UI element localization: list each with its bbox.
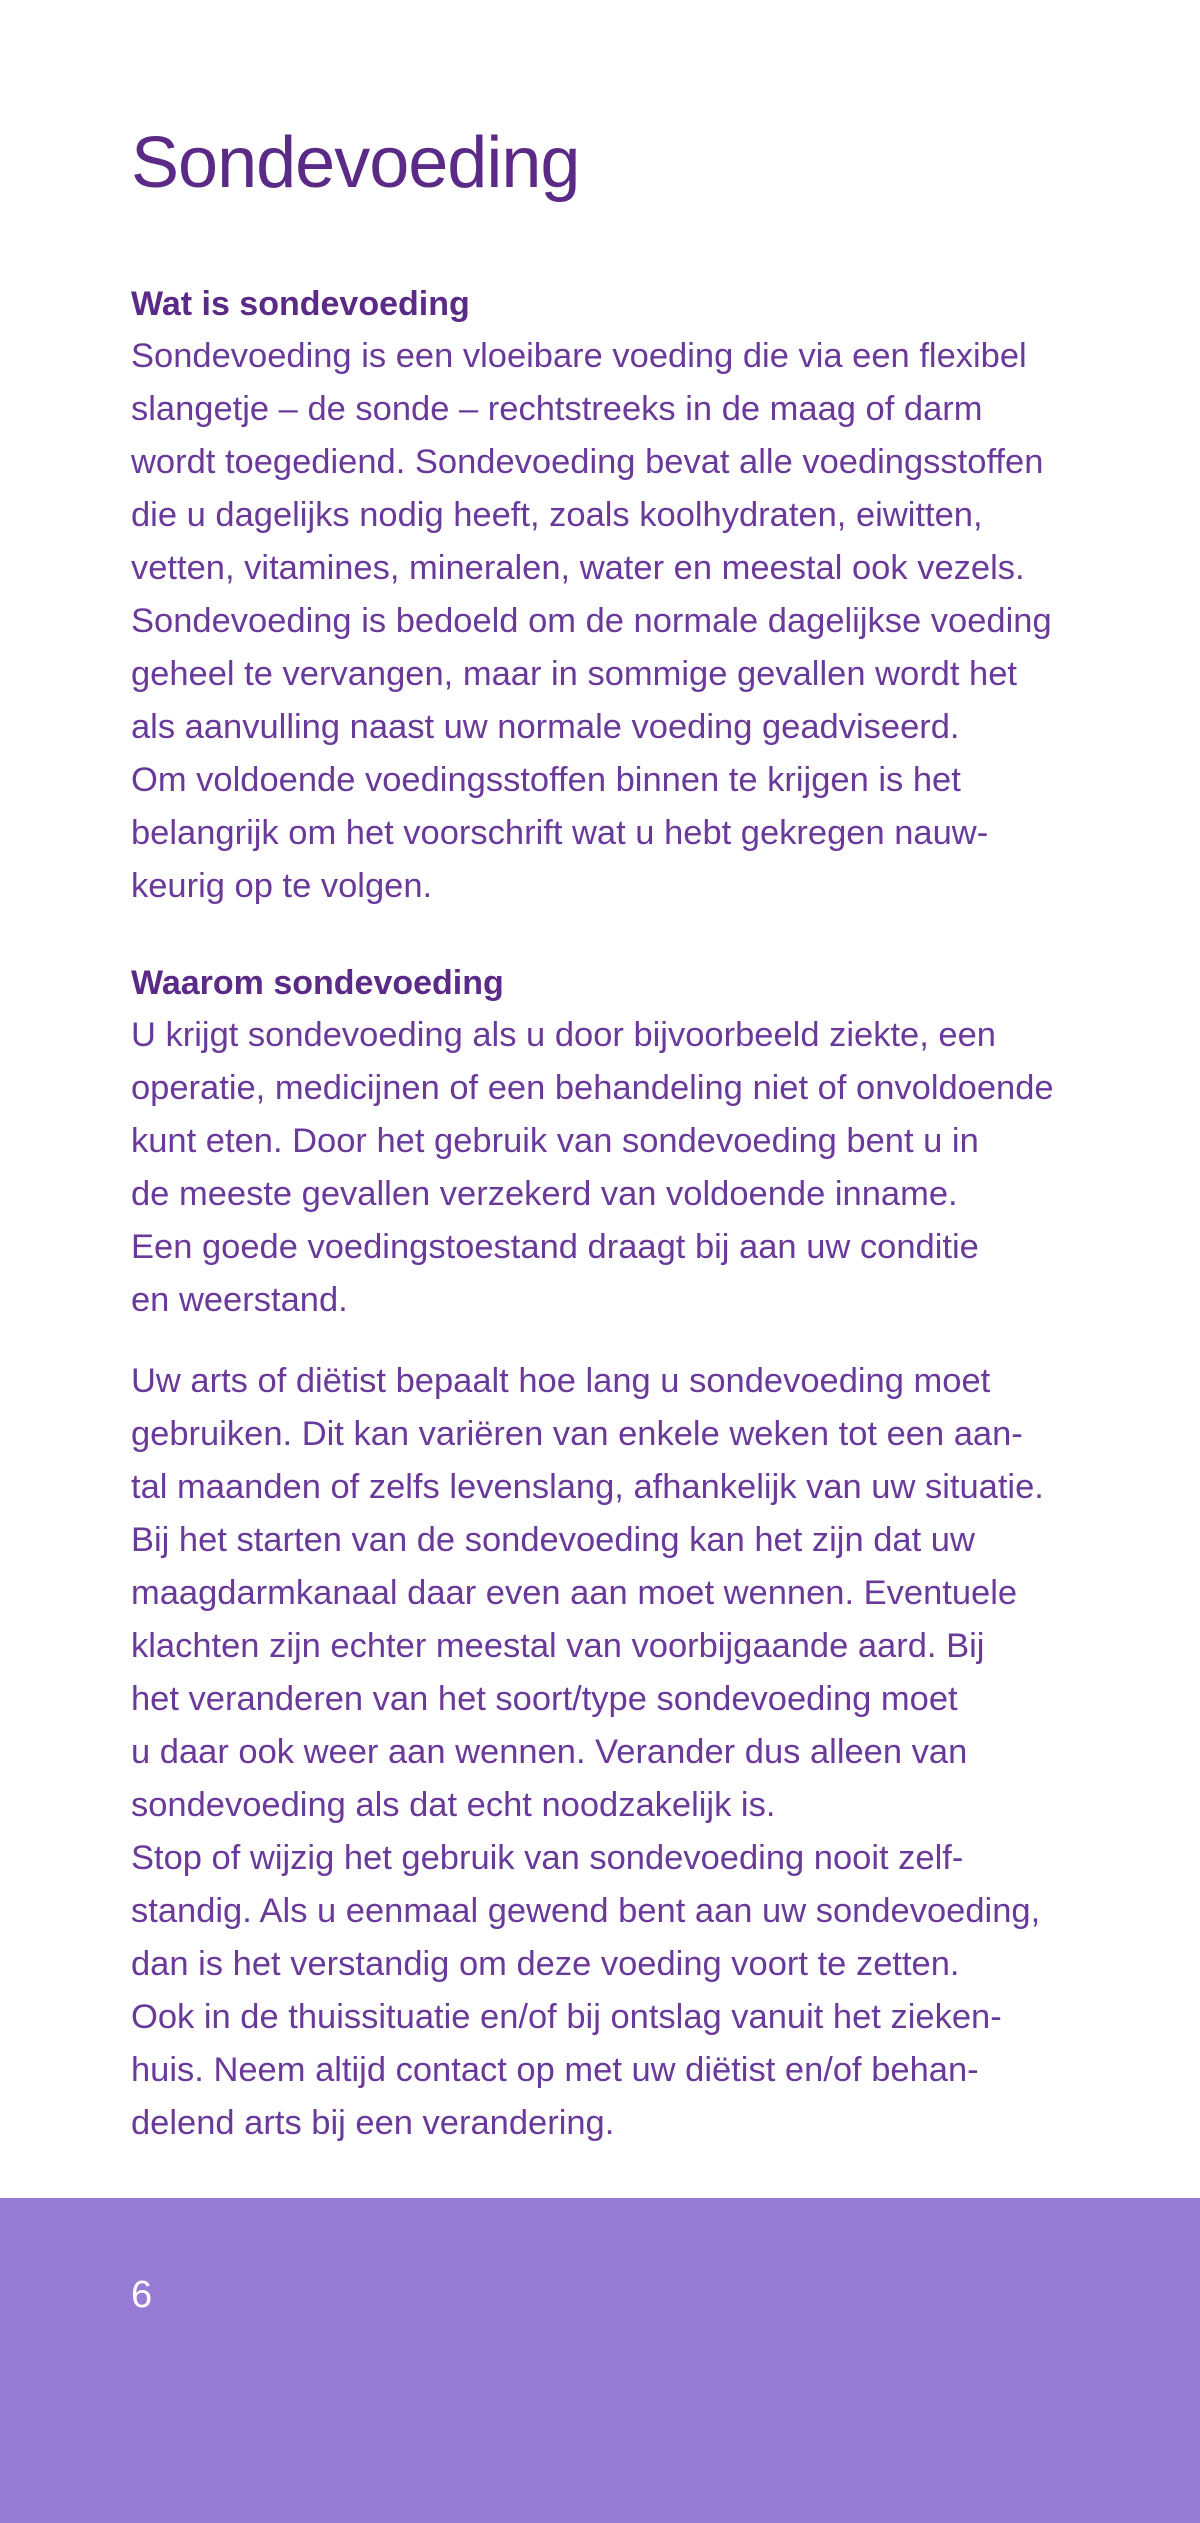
section-heading: Wat is sondevoeding — [131, 285, 470, 323]
paragraph-line: standig. Als u eenmaal gewend bent aan uw sondevoeding, — [131, 1892, 1041, 1930]
footer-band — [0, 2198, 1200, 2523]
paragraph-line: kunt eten. Door het gebruik van sondevoeding bent u in — [131, 1122, 979, 1160]
paragraph-line: vetten, vitamines, mineralen, water en meestal ook vezels. — [131, 549, 1025, 587]
section-wat-is-sondevoeding — [131, 278, 1091, 913]
paragraph-line: Bij het starten van de sondevoeding kan het zijn dat uw — [131, 1521, 975, 1559]
paragraph-spacer — [131, 1327, 1091, 1355]
section-paragraph — [131, 330, 1091, 913]
paragraph-line: Ook in de thuissituatie en/of bij ontslag vanuit het zieken- — [131, 1998, 1002, 2036]
paragraph-line: Uw arts of diëtist bepaalt hoe lang u sondevoeding moet — [131, 1362, 991, 1400]
paragraph-line: keurig op te volgen. — [131, 867, 433, 905]
paragraph-line: als aanvulling naast uw normale voeding geadviseerd. — [131, 708, 960, 746]
section-heading: Waarom sondevoeding — [131, 964, 504, 1002]
paragraph-line: u daar ook weer aan wennen. Verander dus alleen van — [131, 1733, 968, 1771]
paragraph-line: Sondevoeding is bedoeld om de normale dagelijkse voeding — [131, 602, 1052, 640]
paragraph-line: die u dagelijks nodig heeft, zoals koolhydraten, eiwitten, — [131, 496, 983, 534]
paragraph-line: belangrijk om het voorschrift wat u hebt gekregen nauw- — [131, 814, 989, 852]
paragraph-line: Stop of wijzig het gebruik van sondevoeding nooit zelf- — [131, 1839, 964, 1877]
paragraph-line: dan is het verstandig om deze voeding voort te zetten. — [131, 1945, 960, 1983]
section-waarom-sondevoeding — [131, 957, 1091, 2150]
page-number: 6 — [131, 2274, 153, 2316]
paragraph-line: de meeste gevallen verzekerd van voldoende inname. — [131, 1175, 958, 1213]
paragraph-line: U krijgt sondevoeding als u door bijvoorbeeld ziekte, een — [131, 1016, 996, 1054]
paragraph-line: Een goede voedingstoestand draagt bij aan uw conditie — [131, 1228, 979, 1266]
document-body — [131, 118, 1091, 2150]
paragraph-line: Sondevoeding is een vloeibare voeding die via een flexibel — [131, 337, 1027, 375]
paragraph-line: sondevoeding als dat echt noodzakelijk is. — [131, 1786, 776, 1824]
paragraph-line: wordt toegediend. Sondevoeding bevat alle voedingsstoffen — [131, 443, 1044, 481]
section-paragraph — [131, 1355, 1091, 2150]
paragraph-line: geheel te vervangen, maar in sommige gevallen wordt het — [131, 655, 1017, 693]
paragraph-line: maagdarmkanaal daar even aan moet wennen. Eventuele — [131, 1574, 1018, 1612]
paragraph-line: operatie, medicijnen of een behandeling niet of onvoldoende — [131, 1069, 1054, 1107]
paragraph-line: het veranderen van het soort/type sondevoeding moet — [131, 1680, 958, 1718]
page-title: Sondevoeding — [131, 123, 580, 203]
paragraph-line: klachten zijn echter meestal van voorbijgaande aard. Bij — [131, 1627, 985, 1665]
paragraph-line: slangetje – de sonde – rechtstreeks in de maag of darm — [131, 390, 983, 428]
paragraph-line: huis. Neem altijd contact op met uw diëtist en/of behan- — [131, 2051, 979, 2089]
paragraph-line: delend arts bij een verandering. — [131, 2104, 615, 2142]
paragraph-line: en weerstand. — [131, 1281, 348, 1319]
paragraph-line: Om voldoende voedingsstoffen binnen te krijgen is het — [131, 761, 961, 799]
paragraph-line: tal maanden of zelfs levenslang, afhankelijk van uw situatie. — [131, 1468, 1044, 1506]
paragraph-line: gebruiken. Dit kan variëren van enkele weken tot een aan- — [131, 1415, 1023, 1453]
section-spacer — [131, 913, 1091, 957]
section-paragraph — [131, 1009, 1091, 1327]
